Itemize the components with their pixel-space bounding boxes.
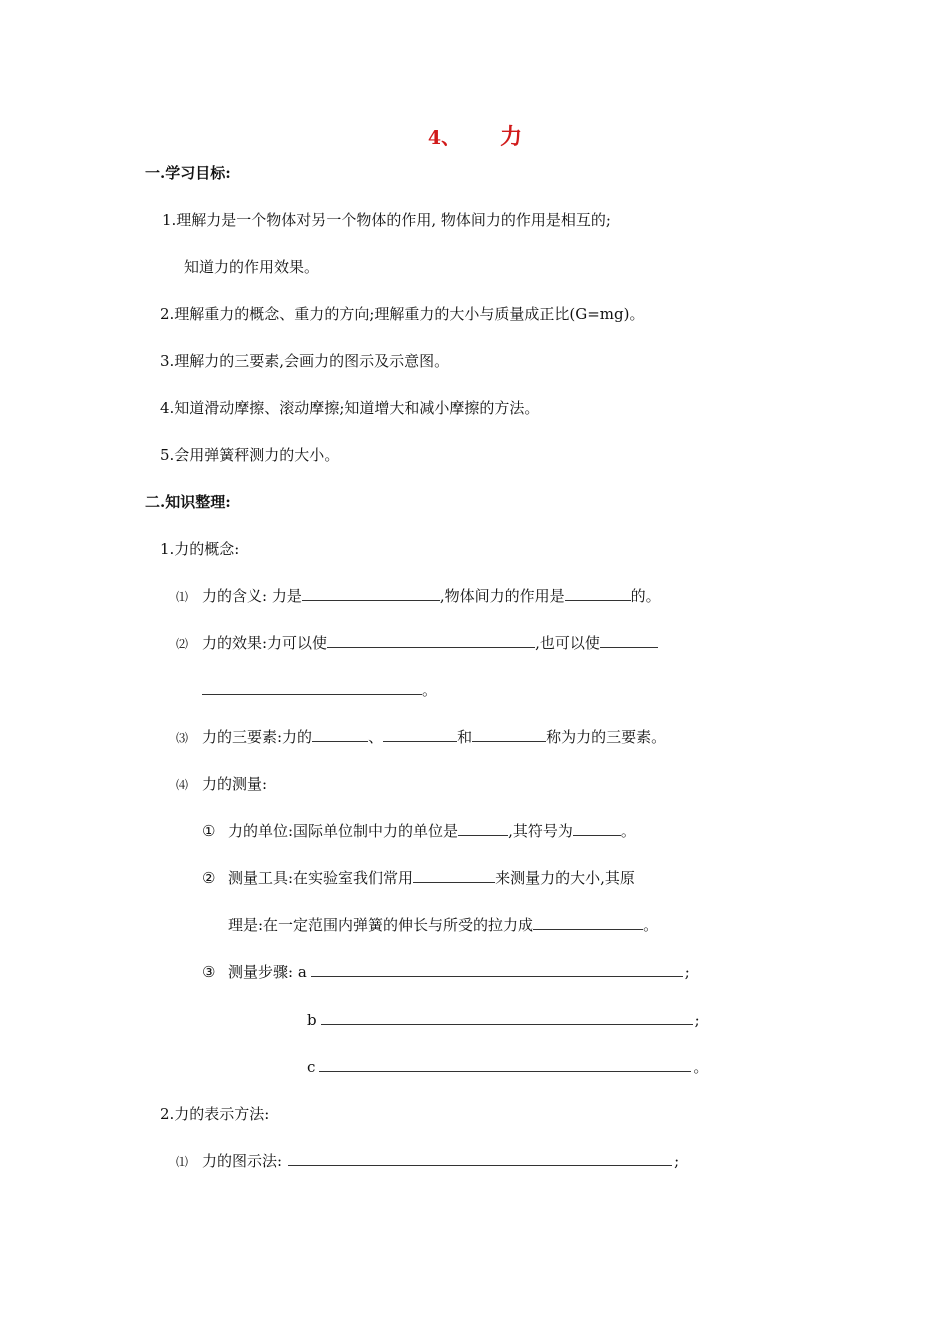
fill-blank[interactable] (302, 586, 440, 601)
fill-blank[interactable] (565, 586, 631, 601)
page-title (0, 124, 950, 151)
fill-blank[interactable] (288, 1151, 672, 1166)
item-marker: ⑵ (176, 637, 189, 651)
fill-blank[interactable] (573, 821, 621, 836)
item-diagram-method: ⑴ 力的图示法: ; (176, 1152, 680, 1170)
item-effect: ⑵ 力的效果:力可以使 ,也可以使 (176, 633, 658, 654)
title-number: 4、 (427, 127, 461, 149)
goal-item-2: 2.理解重力的概念、重力的方向;理解重力的大小与质量成正比(G=mg)。 (160, 305, 645, 323)
fill-blank[interactable] (321, 1010, 693, 1025)
fill-blank[interactable] (312, 727, 368, 742)
fill-blank[interactable] (202, 680, 422, 695)
measure-step-b: b ; (307, 1011, 700, 1029)
fill-blank[interactable] (383, 727, 457, 742)
circle-marker: ③ (202, 963, 216, 981)
measure-tool: ② 测量工具:在实验室我们常用 来测量力的大小,其原 (202, 869, 635, 887)
fill-blank[interactable] (413, 868, 495, 883)
fill-blank[interactable] (327, 633, 535, 648)
item-meaning: ⑴ 力的含义: 力是 ,物体间力的作用是 的。 (176, 587, 661, 605)
item-measurement: ⑷ 力的测量: (176, 775, 268, 793)
goal-item-1-cont: 知道力的作用效果。 (184, 258, 320, 276)
fill-blank[interactable] (600, 633, 658, 648)
item-marker: ⑴ (176, 1155, 189, 1169)
fill-blank[interactable] (311, 962, 683, 977)
title-text: 力 (500, 124, 523, 150)
fill-blank[interactable] (319, 1057, 691, 1072)
goal-item-1: 1.理解力是一个物体对另一个物体的作用, 物体间力的作用是相互的; (162, 211, 611, 229)
measure-step-a: ③ 测量步骤: a ; (202, 963, 690, 981)
circle-marker: ① (202, 822, 216, 840)
measure-tool-cont: 理是:在一定范围内弹簧的伸长与所受的拉力成 。 (228, 916, 659, 934)
section-heading-knowledge: 二.知识整理: (145, 493, 231, 511)
measure-step-c: c 。 (307, 1058, 709, 1076)
item-marker: ⑴ (176, 590, 189, 604)
fill-blank[interactable] (472, 727, 546, 742)
subsection-representation: 2.力的表示方法: (160, 1105, 270, 1123)
fill-blank[interactable] (458, 821, 508, 836)
goal-item-5: 5.会用弹簧秤测力的大小。 (160, 446, 340, 464)
goal-item-4: 4.知道滑动摩擦、滚动摩擦;知道增大和减小摩擦的方法。 (160, 399, 540, 417)
fill-blank[interactable] (533, 915, 643, 930)
item-marker: ⑷ (176, 778, 189, 792)
goal-item-3: 3.理解力的三要素,会画力的图示及示意图。 (160, 352, 450, 370)
item-marker: ⑶ (176, 731, 189, 745)
item-three-elements: ⑶ 力的三要素:力的 、 和 称为力的三要素。 (176, 728, 667, 746)
item-effect-cont: 。 (202, 680, 437, 700)
subsection-concept: 1.力的概念: (160, 540, 240, 558)
measure-unit: ① 力的单位:国际单位制中力的单位是 ,其符号为 。 (202, 822, 636, 840)
section-heading-goals: 一.学习目标: (145, 164, 231, 182)
circle-marker: ② (202, 869, 216, 887)
